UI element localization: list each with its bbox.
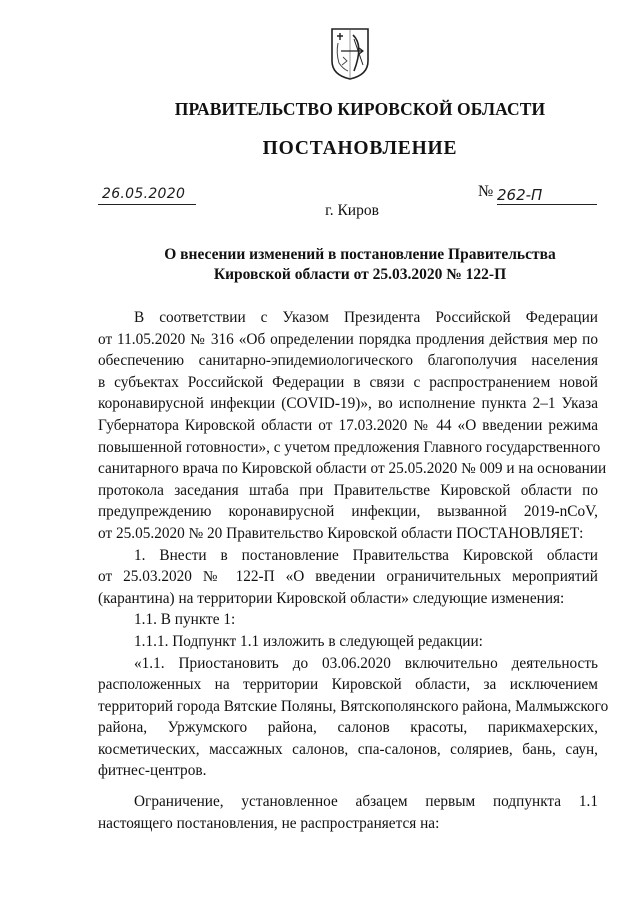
text-line: территорий города Вятские Поляны, Вятскополянского района, Малмыжского (98, 697, 609, 715)
government-title: ПРАВИТЕЛЬСТВО КИРОВСКОЙ ОБЛАСТИ (174, 99, 546, 119)
number-sign: № (478, 183, 494, 200)
city-label: г. Киров (325, 202, 379, 219)
item-1-paragraph (98, 545, 598, 610)
document-body (98, 307, 609, 834)
text-line: (карантина) на территории Кировской области» следующие изменения: (98, 589, 565, 607)
coat-of-arms-emblem (329, 27, 371, 81)
text-line: косметических, массажных салонов, спа-салонов, соляриев, бань, саун, (98, 740, 598, 758)
item-1-1-1-paragraph (98, 631, 598, 653)
handwritten-number: 262-П (497, 186, 543, 204)
text-line: от 11.05.2020 № 316 «Об определении порядка продления действия мер по (98, 330, 598, 348)
subject-line: Кировской области от 25.03.2020 № 122-П (213, 266, 507, 283)
text-line: от 25.05.2020 № 20 Правительство Кировской области ПОСТАНОВЛЯЕТ: (98, 524, 584, 542)
preamble-paragraph (98, 307, 607, 545)
text-line: 1. Внести в постановление Правительства Кировской области (134, 546, 598, 564)
restriction-paragraph (98, 791, 598, 834)
text-line: санитарного врача по Кировской области от 25.05.2020 № 009 и на основании (98, 460, 607, 478)
text-line: повышенной готовности», с учетом предложения Главного государственного (98, 438, 601, 456)
text-line: коронавирусной инфекции (COVID-19)», во исполнение пункта 2–1 Указа (98, 395, 598, 413)
text-line: в субъектах Российской Федерации в связи с распространением новой (98, 373, 598, 391)
document-type-title: ПОСТАНОВЛЕНИЕ (262, 138, 458, 159)
text-line: расположенных на территории Кировской области, за исключением (98, 676, 598, 694)
text-line: Губернатора Кировской области от 17.03.2020 № 44 «О введении режима (98, 416, 598, 434)
subject-line: О внесении изменений в постановление Правительства (164, 246, 556, 263)
text-line: Ограничение, установленное абзацем первым подпункта 1.1 (134, 793, 598, 811)
text-line: фитнес-центров. (98, 762, 207, 780)
quote-paragraph (98, 653, 609, 783)
text-line: настоящего постановления, не распространяется на: (98, 814, 440, 832)
document-subject (150, 245, 570, 285)
text-line: района, Уржумского района, салонов красоты, парикмахерских, (98, 719, 598, 737)
text-line: В соответствии с Указом Президента Российской Федерации (134, 309, 598, 326)
handwritten-date: 26.05.2020 (102, 186, 186, 202)
text-line: 1.1. В пункте 1: (134, 611, 236, 629)
text-line: от 25.03.2020 № 122-П «О введении ограничительных мероприятий (98, 568, 598, 586)
text-line: протокола заседания штаба при Правительстве Кировской области по (98, 481, 598, 499)
text-line: предупреждению коронавирусной инфекции, вызванной 2019-nCoV, (98, 503, 598, 521)
text-line: 1.1.1. Подпункт 1.1 изложить в следующей редакции: (134, 632, 483, 650)
item-1-1-paragraph (98, 609, 598, 631)
text-line: обеспечению санитарно-эпидемиологического благополучия населения (98, 352, 598, 370)
text-line: «1.1. Приостановить до 03.06.2020 включительно деятельность (134, 654, 598, 672)
